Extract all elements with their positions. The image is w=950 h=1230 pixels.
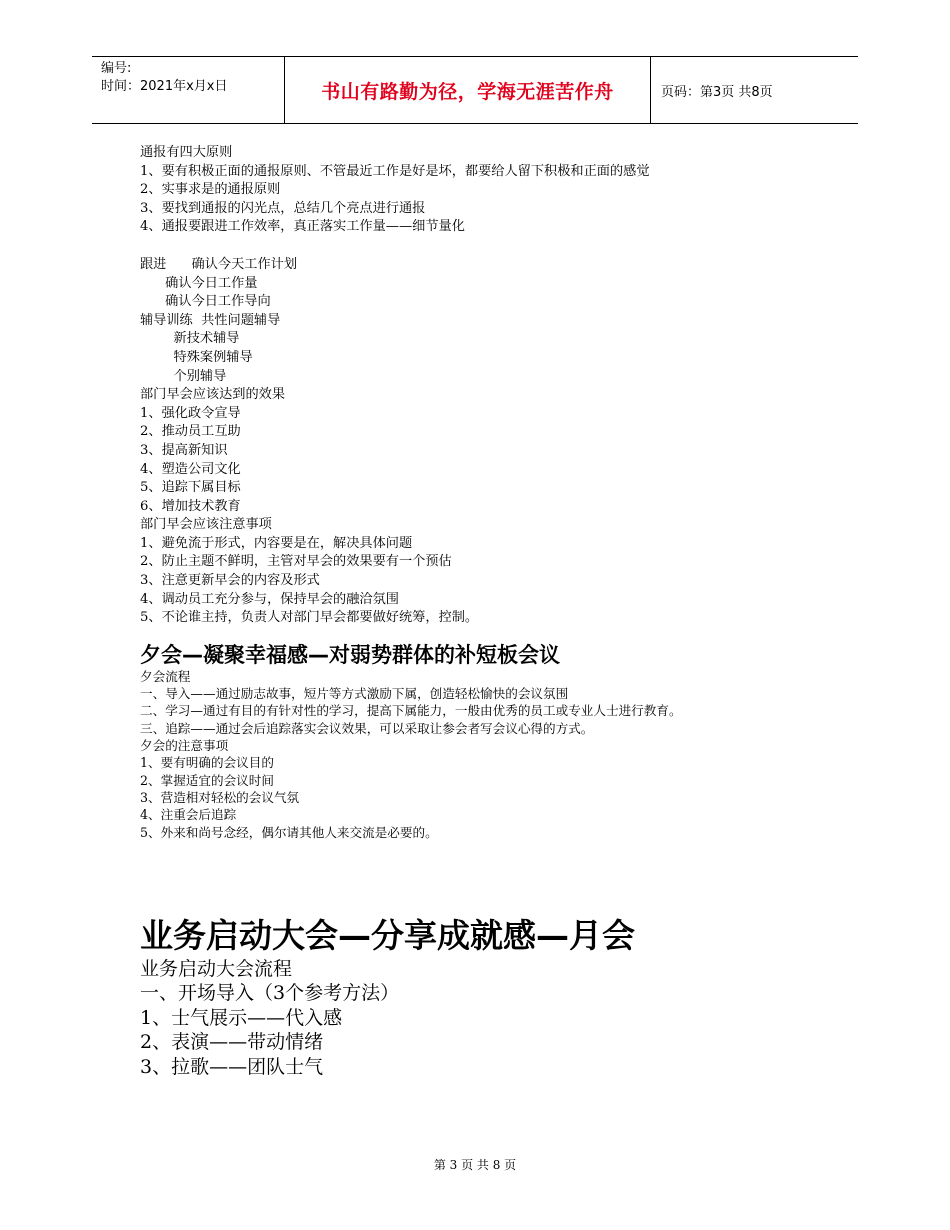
list-item: 2、掌握适宜的会议时间 <box>140 772 274 788</box>
notes-title: 部门早会应该注意事项 <box>140 517 272 533</box>
list-item: 2、推动员工互助 <box>140 424 241 440</box>
page-footer: 第 3 页 共 8 页 <box>433 1158 517 1172</box>
kickoff-line: 1、士气展示——代入感 <box>140 1006 343 1029</box>
followup-line: 辅导训练 共性问题辅导 <box>140 312 281 328</box>
header-page-info: 页码：第3页 共8页 <box>661 84 773 100</box>
followup-line: 特殊案例辅导 <box>140 349 253 365</box>
effects-section <box>140 386 840 516</box>
list-item: 4、注重会后追踪 <box>140 807 237 823</box>
list-item: 5、追踪下属目标 <box>140 480 241 496</box>
followup-line: 确认今日工作量 <box>140 275 258 291</box>
evening-flow-title: 夕会流程 <box>140 668 191 684</box>
followup-section <box>140 256 840 386</box>
kickoff-section <box>140 915 840 1080</box>
evening-notes-title: 夕会的注意事项 <box>140 738 229 754</box>
list-item: 3、要找到通报的闪光点，总结几个亮点进行通报 <box>140 200 426 216</box>
list-item: 4、调动员工充分参与，保持早会的融洽氛围 <box>140 591 399 607</box>
list-item: 二、学习—通过有目的有针对性的学习，提高下属能力，一般由优秀的员工或专业人士进行教育。 <box>140 703 682 719</box>
list-item: 2、实事求是的通报原则 <box>140 182 281 198</box>
followup-line: 新技术辅导 <box>140 331 240 347</box>
kickoff-title: 业务启动大会—分享成就感—月会 <box>140 915 635 955</box>
time-label: 时间：2021年x月x日 <box>101 79 228 94</box>
kickoff-line: 一、开场导入（3个参考方法） <box>140 982 400 1005</box>
evening-section <box>140 642 840 841</box>
followup-line: 跟进 确认今天工作计划 <box>140 256 298 272</box>
number-label: 编号: <box>101 61 132 76</box>
header-motto: 书山有路勤为径，学海无涯苦作舟 <box>285 57 651 123</box>
followup-line: 个别辅导 <box>140 368 227 384</box>
page-header <box>92 56 858 124</box>
list-item: 5、不论谁主持，负责人对部门早会都要做好统筹，控制。 <box>140 610 479 626</box>
list-item: 1、强化政令宣导 <box>140 405 241 421</box>
list-item: 3、营造相对轻松的会议气氛 <box>140 789 300 805</box>
list-item: 1、要有明确的会议目的 <box>140 755 274 771</box>
kickoff-line: 业务启动大会流程 <box>140 957 293 980</box>
followup-line: 确认今日工作导向 <box>140 294 271 310</box>
header-meta <box>92 57 285 123</box>
principles-title: 通报有四大原则 <box>140 145 233 160</box>
list-item: 4、塑造公司文化 <box>140 461 241 477</box>
effects-title: 部门早会应该达到的效果 <box>140 387 286 403</box>
list-item: 5、外来和尚号念经，偶尔请其他人来交流是必要的。 <box>140 824 438 840</box>
notes-section <box>140 516 840 628</box>
list-item: 一、导入——通过励志故事，短片等方式激励下属，创造轻松愉快的会议氛围 <box>140 686 569 702</box>
kickoff-line: 2、表演——带动情绪 <box>140 1031 324 1054</box>
evening-title: 夕会—凝聚幸福感—对弱势群体的补短板会议 <box>140 642 560 667</box>
list-item: 2、防止主题不鲜明，主管对早会的效果要有一个预估 <box>140 554 452 570</box>
document-body <box>140 144 840 1079</box>
list-item: 1、要有积极正面的通报原则、不管最近工作是好是坏，都要给人留下积极和正面的感觉 <box>140 163 650 179</box>
principles-section <box>140 144 840 237</box>
list-item: 三、追踪——通过会后追踪落实会议效果，可以采取让参会者写会议心得的方式。 <box>140 720 594 736</box>
list-item: 6、增加技术教育 <box>140 498 241 514</box>
list-item: 3、提高新知识 <box>140 442 228 458</box>
list-item: 4、通报要跟进工作效率，真正落实工作量——细节量化 <box>140 219 465 235</box>
kickoff-line: 3、拉歌——团队士气 <box>140 1055 324 1078</box>
list-item: 3、注意更新早会的内容及形式 <box>140 573 320 589</box>
list-item: 1、避免流于形式，内容要是在，解决具体问题 <box>140 535 413 551</box>
